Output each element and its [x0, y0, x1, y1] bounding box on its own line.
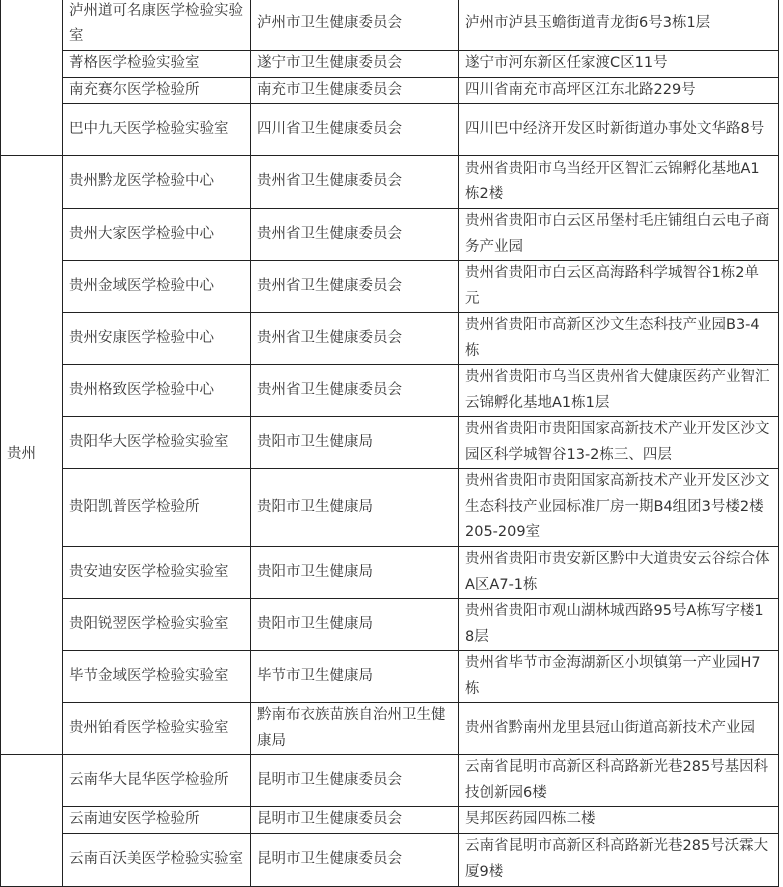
- lab-name-cell: 毕节金域医学检验实验室: [63, 651, 251, 703]
- lab-name-cell: 云南迪安医学检验所: [63, 807, 251, 834]
- region-cell: 贵州: [1, 156, 63, 755]
- authority-cell: 毕节市卫生健康局: [251, 651, 459, 703]
- address-cell: 云南省昆明市高新区科高路新光巷285号沃霖大厦9楼: [459, 833, 779, 886]
- authority-cell: 贵州省卫生健康委员会: [251, 261, 459, 313]
- lab-name-cell: 云南百沃美医学检验实验室: [63, 833, 251, 886]
- authority-cell: 贵阳市卫生健康局: [251, 469, 459, 547]
- table-row: [1, 365, 779, 417]
- lab-name-cell: 贵州黔龙医学检验中心: [63, 156, 251, 209]
- lab-name-cell: 贵州金域医学检验中心: [63, 261, 251, 313]
- region-cell: [1, 755, 63, 887]
- address-cell: 贵州省贵阳市观山湖林城西路95号A栋写字楼18层: [459, 599, 779, 651]
- address-cell: 贵州省贵阳市白云区吊堡村毛庄铺组白云电子商务产业园: [459, 209, 779, 261]
- authority-cell: 贵州省卫生健康委员会: [251, 313, 459, 365]
- address-cell: 四川巴中经济开发区时新街道办事处文华路8号: [459, 104, 779, 156]
- address-cell: 贵州省贵阳市乌当经开区智汇云锦孵化基地A1栋2楼: [459, 156, 779, 209]
- lab-name-cell: 菁格医学检验实验室: [63, 51, 251, 78]
- lab-name-cell: 南充赛尔医学检验所: [63, 77, 251, 104]
- table-body: [1, 0, 779, 886]
- lab-name-cell: 巴中九天医学检验实验室: [63, 104, 251, 156]
- table-row: [1, 599, 779, 651]
- table-row: [1, 313, 779, 365]
- authority-cell: 泸州市卫生健康委员会: [251, 0, 459, 51]
- table-row: [1, 77, 779, 104]
- lab-name-cell: 云南华大昆华医学检验所: [63, 755, 251, 807]
- table-row: [1, 703, 779, 755]
- address-cell: 贵州省贵阳市白云区高海路科学城智谷1栋2单元: [459, 261, 779, 313]
- authority-cell: 昆明市卫生健康委员会: [251, 833, 459, 886]
- lab-name-cell: 贵阳凯普医学检验所: [63, 469, 251, 547]
- lab-name-cell: 贵阳锐翌医学检验实验室: [63, 599, 251, 651]
- address-cell: 贵州省贵阳市高新区沙文生态科技产业园B3-4栋: [459, 313, 779, 365]
- lab-name-cell: 贵州安康医学检验中心: [63, 313, 251, 365]
- authority-cell: 南充市卫生健康委员会: [251, 77, 459, 104]
- lab-name-cell: 贵安迪安医学检验实验室: [63, 547, 251, 599]
- table-row: [1, 651, 779, 703]
- region-cell: [1, 0, 63, 156]
- authority-cell: 贵州省卫生健康委员会: [251, 156, 459, 209]
- lab-name-cell: 贵州大家医学检验中心: [63, 209, 251, 261]
- table-row: [1, 833, 779, 886]
- table-row: [1, 261, 779, 313]
- table-row: [1, 469, 779, 547]
- address-cell: 贵州省毕节市金海湖新区小坝镇第一产业园H7栋: [459, 651, 779, 703]
- table-row: [1, 156, 779, 209]
- authority-cell: 贵阳市卫生健康局: [251, 599, 459, 651]
- lab-name-cell: 贵州格致医学检验中心: [63, 365, 251, 417]
- table-row: [1, 417, 779, 469]
- lab-name-cell: 贵州铂肴医学检验实验室: [63, 703, 251, 755]
- address-cell: 云南省昆明市高新区科高路新光巷285号基因科技创新园6楼: [459, 755, 779, 807]
- authority-cell: 遂宁市卫生健康委员会: [251, 51, 459, 78]
- authority-cell: 四川省卫生健康委员会: [251, 104, 459, 156]
- address-cell: 贵州省贵阳市贵安新区黔中大道贵安云谷综合体A区A7-1栋: [459, 547, 779, 599]
- lab-name-cell: 泸州道可名康医学检验实验室: [63, 0, 251, 51]
- authority-cell: 贵阳市卫生健康局: [251, 417, 459, 469]
- address-cell: 昊邦医药园四栋二楼: [459, 807, 779, 834]
- authority-cell: 贵阳市卫生健康局: [251, 547, 459, 599]
- address-cell: 贵州省贵阳市乌当区贵州省大健康医药产业智汇云锦孵化基地A1栋1层: [459, 365, 779, 417]
- authority-cell: 昆明市卫生健康委员会: [251, 807, 459, 834]
- address-cell: 贵州省贵阳市贵阳国家高新技术产业开发区沙文园区科学城智谷13-2栋三、四层: [459, 417, 779, 469]
- address-cell: 贵州省贵阳市贵阳国家高新技术产业开发区沙文生态科技产业园标准厂房一期B4组团3号楼2楼205-209室: [459, 469, 779, 547]
- table-row: [1, 755, 779, 807]
- address-cell: 遂宁市河东新区任家渡C区11号: [459, 51, 779, 78]
- address-cell: 贵州省黔南州龙里县冠山街道高新技术产业园: [459, 703, 779, 755]
- table-row: [1, 51, 779, 78]
- table-row: [1, 807, 779, 834]
- table-row: [1, 104, 779, 156]
- table-row: [1, 0, 779, 51]
- authority-cell: 贵州省卫生健康委员会: [251, 365, 459, 417]
- authority-cell: 昆明市卫生健康委员会: [251, 755, 459, 807]
- authority-cell: 黔南布衣族苗族自治州卫生健康局: [251, 703, 459, 755]
- lab-name-cell: 贵阳华大医学检验实验室: [63, 417, 251, 469]
- address-cell: 泸州市泸县玉蟾街道青龙街6号3栋1层: [459, 0, 779, 51]
- address-cell: 四川省南充市高坪区江东北路229号: [459, 77, 779, 104]
- table-row: [1, 547, 779, 599]
- authority-cell: 贵州省卫生健康委员会: [251, 209, 459, 261]
- table-row: [1, 209, 779, 261]
